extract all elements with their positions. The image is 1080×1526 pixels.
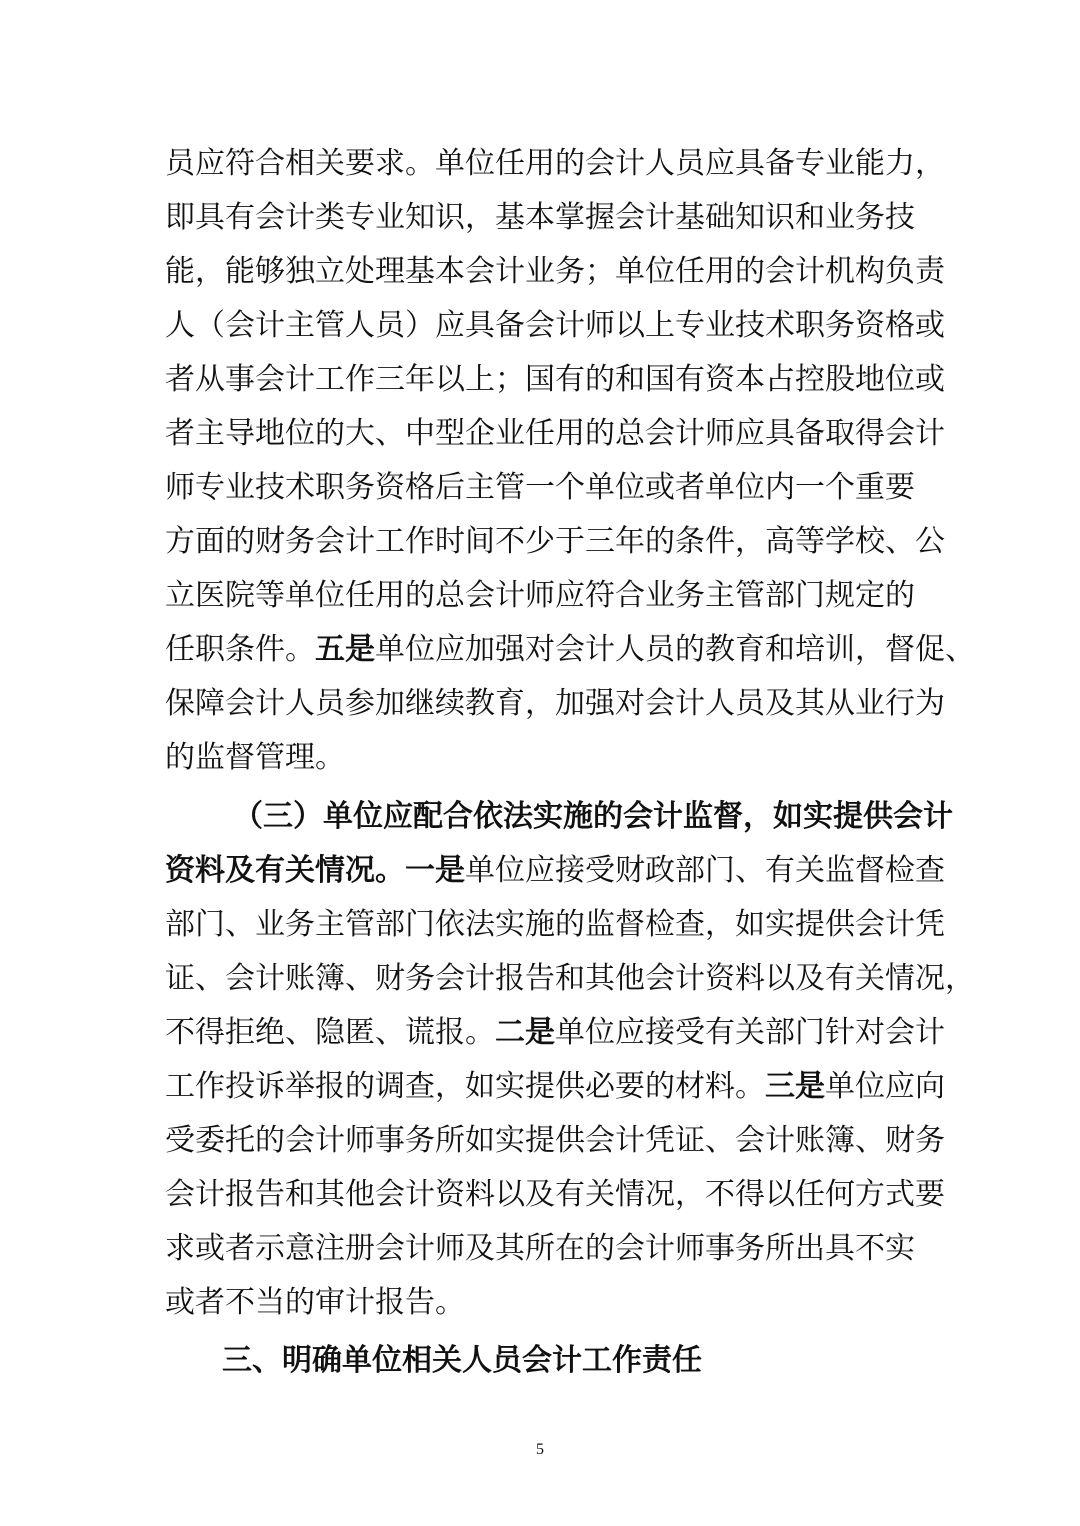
text-segment: 工作投诉举报的调查，如实提供必要的材料。 [165,1069,765,1104]
text-segment: 单位应接受财政部门、有关监督检查 [465,853,945,888]
body-text-line: 方面的财务会计工作时间不少于三年的条件，高等学校、公 [165,524,945,559]
body-text-line: 的监督管理。 [165,740,345,775]
text-segment: 单位应向 [825,1069,945,1104]
body-text-line: 受委托的会计师事务所如实提供会计凭证、会计账簿、财务 [165,1123,945,1158]
page-number: 5 [536,1441,544,1458]
body-text-line [165,623,975,677]
body-text-line: 者从事会计工作三年以上；国有的和国有资本占控股地位或 [165,362,945,397]
subsection-heading: （三）单位应配合依法实施的会计监督，如实提供会计 [233,799,953,834]
text-segment: 单位应加强对会计人员的教育和培训，督促、 [375,632,975,667]
body-text-line: 者主导地位的大、中型企业任用的总会计师应具备取得会计 [165,416,945,451]
body-text-line [165,844,945,898]
body-text-line: 师专业技术职务资格后主管一个单位或者单位内一个重要 [165,470,915,505]
body-text-line [165,1006,945,1060]
body-text-line: 能，能够独立处理基本会计业务；单位任用的会计机构负责 [165,254,945,289]
body-text-line: 人（会计主管人员）应具备会计师以上专业技术职务资格或 [165,308,945,343]
emphasis-text: 五是 [315,632,375,667]
text-segment: 单位应接受有关部门针对会计 [555,1015,945,1050]
emphasis-text: 三是 [765,1069,825,1104]
body-text-line: 部门、业务主管部门依法实施的监督检查，如实提供会计凭 [165,907,945,942]
body-text-line [165,1060,945,1114]
body-text-line: 或者不当的审计报告。 [165,1285,465,1320]
body-text-line: 立医院等单位任用的总会计师应符合业务主管部门规定的 [165,578,915,613]
body-text-line: 员应符合相关要求。单位任用的会计人员应具备专业能力， [165,146,945,181]
body-text-line: 保障会计人员参加继续教育，加强对会计人员及其从业行为 [165,686,945,721]
text-segment: 任职条件。 [165,632,315,667]
text-segment: 不得拒绝、隐匿、谎报。 [165,1015,495,1050]
emphasis-text: 资料及有关情况。一是 [165,853,465,888]
body-text-line: 即具有会计类专业知识，基本掌握会计基础知识和业务技 [165,200,915,235]
body-text-line: 求或者示意注册会计师及其所在的会计师事务所出具不实 [165,1231,915,1266]
body-text-line: 会计报告和其他会计资料以及有关情况，不得以任何方式要 [165,1177,945,1212]
body-text-line: 证、会计账簿、财务会计报告和其他会计资料以及有关情况， [165,961,975,996]
emphasis-text: 二是 [495,1015,555,1050]
section-heading: 三、明确单位相关人员会计工作责任 [222,1343,702,1378]
